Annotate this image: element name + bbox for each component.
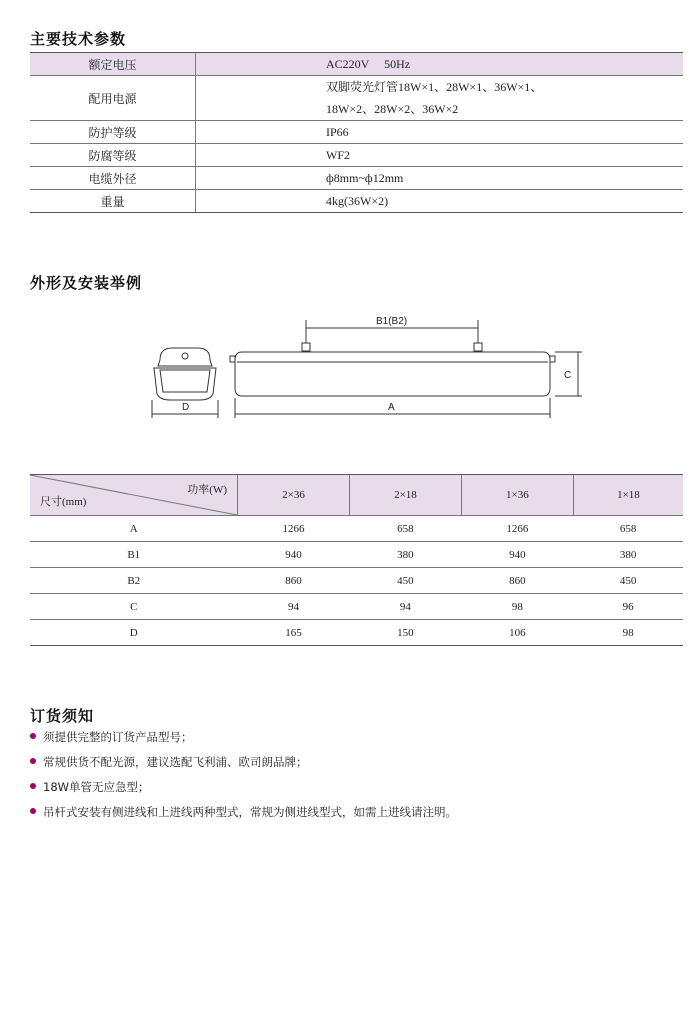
table-cell: 150 — [349, 620, 461, 646]
table-cell: 450 — [573, 568, 683, 594]
end-view-top — [158, 348, 212, 366]
section-title-outline: 外形及安装举例 — [30, 274, 143, 292]
spec-label: 重量 — [30, 190, 196, 213]
spec-label: 防腐等级 — [30, 144, 196, 167]
table-cell: 450 — [349, 568, 461, 594]
row-label: D — [30, 620, 238, 646]
list-item: 须提供完整的订货产品型号； — [30, 728, 457, 753]
table-cell: 658 — [573, 516, 683, 542]
table-row — [30, 76, 683, 121]
end-cap-right — [550, 356, 555, 362]
row-label: A — [30, 516, 238, 542]
table-row — [30, 53, 683, 76]
side-view — [230, 320, 582, 418]
c-label: C — [564, 370, 572, 381]
end-cap-left — [230, 356, 235, 362]
row-label: C — [30, 594, 238, 620]
spec-table — [30, 52, 683, 213]
table-cell: 1266 — [461, 516, 573, 542]
table-cell: 96 — [573, 594, 683, 620]
table-row — [30, 190, 683, 213]
bullet-icon — [30, 808, 36, 814]
spec-value: WF2 — [196, 144, 684, 167]
table-cell: 1266 — [238, 516, 350, 542]
table-cell: 106 — [461, 620, 573, 646]
bullet-icon — [30, 733, 36, 739]
end-view-body — [154, 368, 216, 400]
table-cell: 940 — [238, 542, 350, 568]
table-cell: 658 — [349, 516, 461, 542]
table-cell: 94 — [349, 594, 461, 620]
b-label: B1(B2) — [376, 316, 408, 327]
fixture-body — [235, 352, 550, 396]
table-row — [30, 542, 683, 568]
a-label: A — [388, 402, 395, 413]
table-cell: 860 — [238, 568, 350, 594]
table-row — [30, 594, 683, 620]
ordering-notes — [30, 728, 457, 828]
table-cell: 860 — [461, 568, 573, 594]
column-header: 2×36 — [238, 475, 350, 516]
section-title-ordering: 订货须知 — [30, 707, 95, 725]
bullet-icon — [30, 758, 36, 764]
table-cell: 940 — [461, 542, 573, 568]
table-row — [30, 516, 683, 542]
section-title-specs: 主要技术参数 — [30, 30, 127, 48]
spec-label: 电缆外径 — [30, 167, 196, 190]
bullet-icon — [30, 783, 36, 789]
spec-label: 配用电源 — [30, 76, 196, 121]
table-cell: 98 — [573, 620, 683, 646]
table-header-row — [30, 475, 683, 516]
table-cell: 98 — [461, 594, 573, 620]
table-row — [30, 568, 683, 594]
table-cell: 380 — [349, 542, 461, 568]
corner-top-label: 功率(W) — [187, 484, 227, 496]
end-view-inner — [160, 370, 210, 392]
clamp-right — [474, 343, 482, 351]
spec-value: IP66 — [196, 121, 684, 144]
column-header: 1×36 — [461, 475, 573, 516]
corner-cell — [30, 475, 238, 516]
table-cell: 94 — [238, 594, 350, 620]
table-cell: 380 — [573, 542, 683, 568]
spec-value: AC220V 50Hz — [196, 53, 684, 76]
spec-label: 额定电压 — [30, 53, 196, 76]
clamp-left — [302, 343, 310, 351]
spec-label: 防护等级 — [30, 121, 196, 144]
spec-value: ф8mm~ф12mm — [196, 167, 684, 190]
spec-value: 4kg(36W×2) — [196, 190, 684, 213]
end-view-screw — [182, 353, 188, 359]
dimension-table — [30, 474, 683, 646]
table-cell: 165 — [238, 620, 350, 646]
table-row — [30, 121, 683, 144]
row-label: B2 — [30, 568, 238, 594]
row-label: B1 — [30, 542, 238, 568]
spec-value: 双脚荧光灯管18W×1、28W×1、36W×1、 18W×2、28W×2、36W×2 — [196, 76, 684, 121]
list-item: 常规供货不配光源，建议选配飞利浦、欧司朗品牌； — [30, 753, 457, 778]
list-item: 18W单管无应急型； — [30, 778, 457, 803]
column-header: 1×18 — [573, 475, 683, 516]
table-row — [30, 144, 683, 167]
d-label: D — [182, 402, 190, 413]
list-item: 吊杆式安装有侧进线和上进线两种型式，常规为侧进线型式，如需上进线请注明。 — [30, 803, 457, 828]
fixture-drawing — [0, 300, 700, 430]
table-row — [30, 620, 683, 646]
corner-bottom-label: 尺寸(mm) — [40, 496, 87, 508]
column-header: 2×18 — [349, 475, 461, 516]
table-row — [30, 167, 683, 190]
